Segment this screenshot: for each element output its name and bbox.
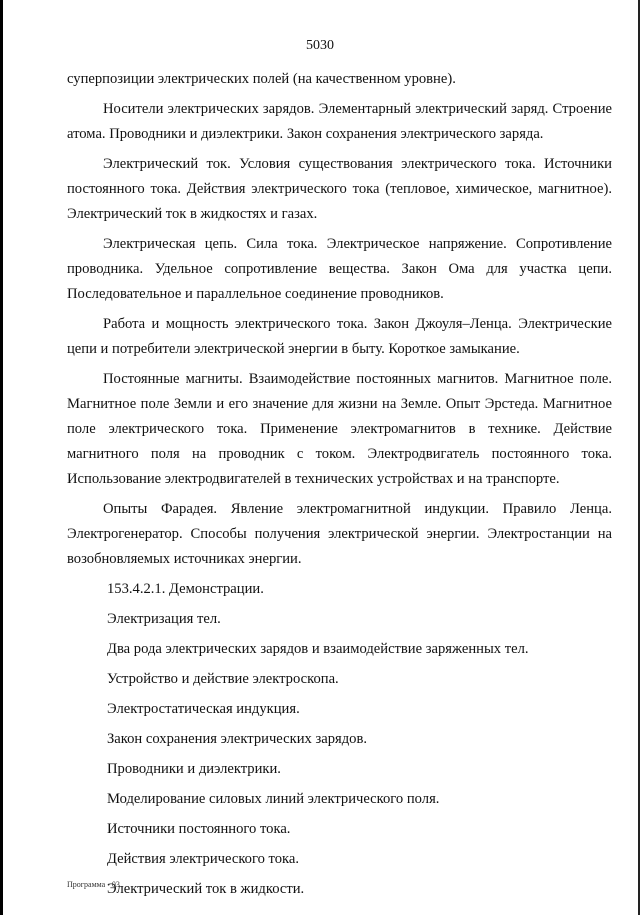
list-item: Два рода электрических зарядов и взаимодействие заряженных тел. — [107, 641, 529, 657]
footer-note: Программа - 03 — [67, 880, 120, 889]
paragraph-electric-current: Электрический ток. Условия существования электрического тока. Источники постоянного тока. Действия электрического тока (тепловое, химическое, магнитное). Электрический ток в жидкостях и газах. — [67, 156, 612, 222]
list-item: Устройство и действие электроскопа. — [107, 671, 339, 687]
list-heading-demonstrations: 153.4.2.1. Демонстрации. — [107, 581, 264, 597]
paragraph-continuation: суперпозиции электрических полей (на качественном уровне). — [67, 71, 456, 87]
paragraph-faraday: Опыты Фарадея. Явление электромагнитной индукции. Правило Ленца. Электрогенератор. Способы получения электрической энергии. Электростанции на возобновляемых источниках энергии. — [67, 501, 612, 567]
list-item: Моделирование силовых линий электрического поля. — [107, 791, 440, 807]
list-item: Закон сохранения электрических зарядов. — [107, 731, 367, 747]
list-item: Электростатическая индукция. — [107, 701, 300, 717]
scan-edge-left — [0, 0, 3, 915]
list-item: Источники постоянного тока. — [107, 821, 291, 837]
list-item: Проводники и диэлектрики. — [107, 761, 281, 777]
document-body — [67, 67, 612, 902]
list-item: Действия электрического тока. — [107, 851, 300, 867]
paragraph-charge-carriers: Носители электрических зарядов. Элементарный электрический заряд. Строение атома. Проводники и диэлектрики. Закон сохранения электрического заряда. — [67, 101, 612, 142]
list-item: Электризация тел. — [107, 611, 221, 627]
paragraph-electric-circuit: Электрическая цепь. Сила тока. Электрическое напряжение. Сопротивление проводника. Удельное сопротивление вещества. Закон Ома для участка цепи. Последовательное и параллельное соединение проводников. — [67, 236, 612, 302]
paragraph-work-and-power: Работа и мощность электрического тока. Закон Джоуля–Ленца. Электрические цепи и потребители электрической энергии в быту. Короткое замыкание. — [67, 316, 612, 357]
list-item: Электрический ток в жидкости. — [107, 881, 305, 897]
paragraph-magnets: Постоянные магниты. Взаимодействие постоянных магнитов. Магнитное поле. Магнитное поле Земли и его значение для жизни на Земле. Опыт Эрстеда. Магнитное поле электрического тока. Применение электромагнитов в технике. Действие магнитного поля на проводник с током. Электродвигатель постоянного тока. Использование электродвигателей в технических устройствах и на транспорте. — [67, 371, 612, 487]
page-number: 5030 — [306, 38, 334, 53]
